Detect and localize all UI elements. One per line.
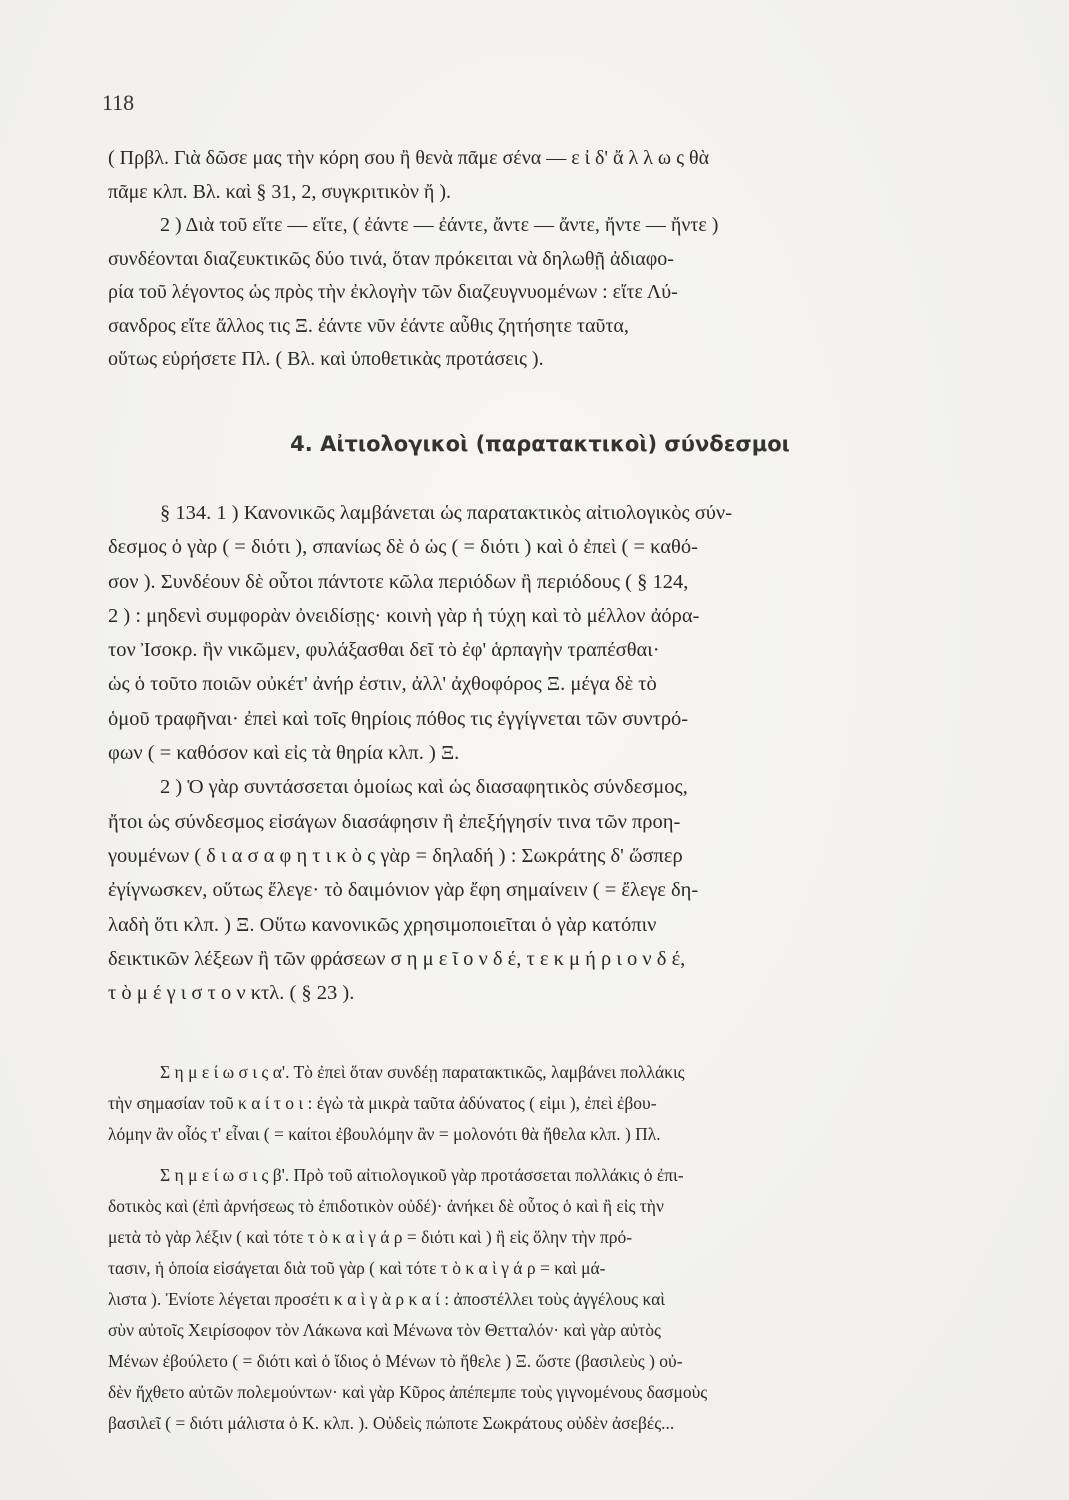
text-line: 2 ) Ὁ γὰρ συντάσσεται ὁμοίως καὶ ὡς διασαφητικὸς σύνδεσμος,	[160, 776, 688, 799]
note-gap	[108, 1150, 988, 1160]
note-line: Μένων ἐβούλετο ( = διότι καὶ ὁ ἴδιος ὁ Μένων τὸ ἤθελε ) Ξ. ὥστε (βασιλεὺς ) οὐ-	[108, 1351, 683, 1371]
paragraph-disjunctive	[108, 142, 988, 377]
note-line: μετὰ τὸ γὰρ λέξιν ( καὶ τότε τ ὸ κ α ὶ γ ά ρ = διότι καὶ ) ἢ εἰς ὅλην τὴν πρό-	[108, 1227, 633, 1247]
note-line: σὺν αὐτοῖς Χειρίσοφον τὸν Λάκωνα καὶ Μένωνα τὸν Θετταλόν· καὶ γὰρ αὐτὸς	[108, 1320, 661, 1340]
text-line: δεικτικῶν λέξεων ἢ τῶν φράσεων σ η μ ε ῖ ο ν δ έ, τ ε κ μ ή ρ ι ο ν δ έ,	[108, 947, 686, 970]
text-line: δεσμος ὁ γὰρ ( = διότι ), σπανίως δὲ ὁ ὡς ( = διότι ) καὶ ὁ ἐπεὶ ( = καθό-	[108, 536, 698, 559]
text-line: ( Πρβλ. Γιὰ δῶσε μας τὴν κόρη σου ἢ θενὰ πᾶμε σένα — ε ἰ δ' ἄ λ λ ω ς θὰ	[108, 147, 710, 169]
note-line: λόμην ἂν οἷός τ' εἶναι ( = καίτοι ἐβουλόμην ἂν = μολονότι θὰ ἤθελα κλπ. ) Πλ.	[108, 1124, 661, 1144]
text-line: συνδέονται διαζευκτικῶς δύο τινά, ὅταν πρόκειται νὰ δηλωθῇ ἀδιαφο-	[108, 247, 674, 270]
text-line: ὡς ὁ τοῦτο ποιῶν οὐκέτ' ἀνήρ ἐστιν, ἀλλ' ἀχθοφόρος Ξ. μέγα δὲ τὸ	[108, 673, 657, 696]
text-line: λαδὴ ὅτι κλπ. ) Ξ. Οὕτω κανονικῶς χρησιμοποιεῖται ὁ γὰρ κατόπιν	[108, 913, 657, 936]
note-line: Σ η μ ε ί ω σ ι ς β'. Πρὸ τοῦ αἰτιολογικοῦ γὰρ προτάσσεται πολλάκις ὁ ἐπι-	[160, 1165, 684, 1185]
note-line: λιστα ). Ἐνίοτε λέγεται προσέτι κ α ὶ γ ὰ ρ κ α ί : ἀποστέλλει τοὺς ἀγγέλους καὶ	[108, 1289, 665, 1309]
text-line: ὁμοῦ τραφῆναι· ἐπεὶ καὶ τοῖς θηρίοις πόθος τις ἐγγίγνεται τῶν συντρό-	[108, 707, 689, 730]
notes-block	[108, 1057, 988, 1439]
note-line: δοτικὸς καὶ (ἐπὶ ἀρνήσεως τὸ ἐπιδοτικὸν οὐδέ)· ἀνήκει δὲ οὗτος ὁ καὶ ἢ εἰς τὴν	[108, 1196, 664, 1216]
section-heading: 4. Αἰτιολογικοὶ (παρατακτικοὶ) σύνδεσμοι	[290, 432, 790, 456]
text-line: ἐγίγνωσκεν, οὕτως ἔλεγε· τὸ δαιμόνιον γὰρ ἔφη σημαίνειν ( = ἔλεγε δη-	[108, 879, 699, 902]
text-line: τον Ἰσοκρ. ἣν νικῶμεν, φυλάξασθαι δεῖ τὸ ἐφ' ἁρπαγὴν τραπέσθαι·	[108, 639, 660, 662]
note-line: τὴν σημασίαν τοῦ κ α ί τ ο ι : ἐγὼ τὰ μικρὰ ταῦτα ἀδύνατος ( εἰμι ), ἐπεὶ ἐβου-	[108, 1093, 657, 1113]
note-line: δὲν ἤχθετο αὐτῶν πολεμούντων· καὶ γὰρ Κῦρος ἀπέπεμπε τοὺς γιγνομένους δασμοὺς	[108, 1382, 708, 1402]
note-line: βασιλεῖ ( = διότι μάλιστα ὁ Κ. κλπ. ). Οὐδεὶς πώποτε Σωκράτους οὐδὲν ἀσεβές...	[108, 1413, 675, 1433]
text-line: 2 ) Διὰ τοῦ εἴτε — εἴτε, ( ἐάντε — ἐάντε, ἄντε — ἄντε, ἤντε — ἤντε )	[160, 214, 719, 236]
text-line: πᾶμε κλπ. Βλ. καὶ § 31, 2, συγκριτικὸν ἤ ).	[108, 180, 451, 203]
text-line: σον ). Συνδέουν δὲ οὗτοι πάντοτε κῶλα περιόδων ἢ περιόδους ( § 124,	[108, 570, 689, 593]
text-line: § 134. 1 ) Κανονικῶς λαμβάνεται ὡς παρατακτικὸς αἰτιολογικὸς σύν-	[160, 502, 733, 524]
text-line: σανδρος εἴτε ἄλλος τις Ξ. ἐάντε νῦν ἐάντε αὖθις ζητήσητε ταῦτα,	[108, 314, 629, 337]
text-line: ρία τοῦ λέγοντος ὡς πρὸς τὴν ἐκλογὴν τῶν διαζευγνυομένων : εἴτε Λύ-	[108, 281, 678, 303]
page-number: 118	[102, 90, 135, 115]
paragraph-section-134	[108, 496, 988, 1010]
text-line: οὕτως εὑρήσετε Πλ. ( Βλ. καὶ ὑποθετικὰς προτάσεις ).	[108, 348, 544, 370]
note-line: Σ η μ ε ί ω σ ι ς α'. Τὸ ἐπεὶ ὅταν συνδέῃ παρατακτικῶς, λαμβάνει πολλάκις	[160, 1062, 685, 1082]
note-line: τασιν, ἡ ὁποία εἰσάγεται διὰ τοῦ γὰρ ( καὶ τότε τ ὸ κ α ὶ γ ά ρ = καὶ μά-	[108, 1258, 606, 1278]
text-line: γουμένων ( δ ι α σ α φ η τ ι κ ὸ ς γὰρ = δηλαδή ) : Σωκράτης δ' ὥσπερ	[108, 844, 683, 867]
text-line: φων ( = καθόσον καὶ εἰς τὰ θηρία κλπ. ) Ξ.	[108, 742, 460, 765]
text-line: ἤτοι ὡς σύνδεσμος εἰσάγων διασάφησιν ἢ ἐπεξήγησίν τινα τῶν προη-	[108, 810, 681, 833]
text-line: τ ὸ μ έ γ ι σ τ ο ν κτλ. ( § 23 ).	[108, 982, 355, 1005]
text-line: 2 ) : μηδενὶ συμφορὰν ὀνειδίσῃς· κοινὴ γὰρ ἡ τύχη καὶ τὸ μέλλον ἀόρα-	[108, 604, 700, 627]
